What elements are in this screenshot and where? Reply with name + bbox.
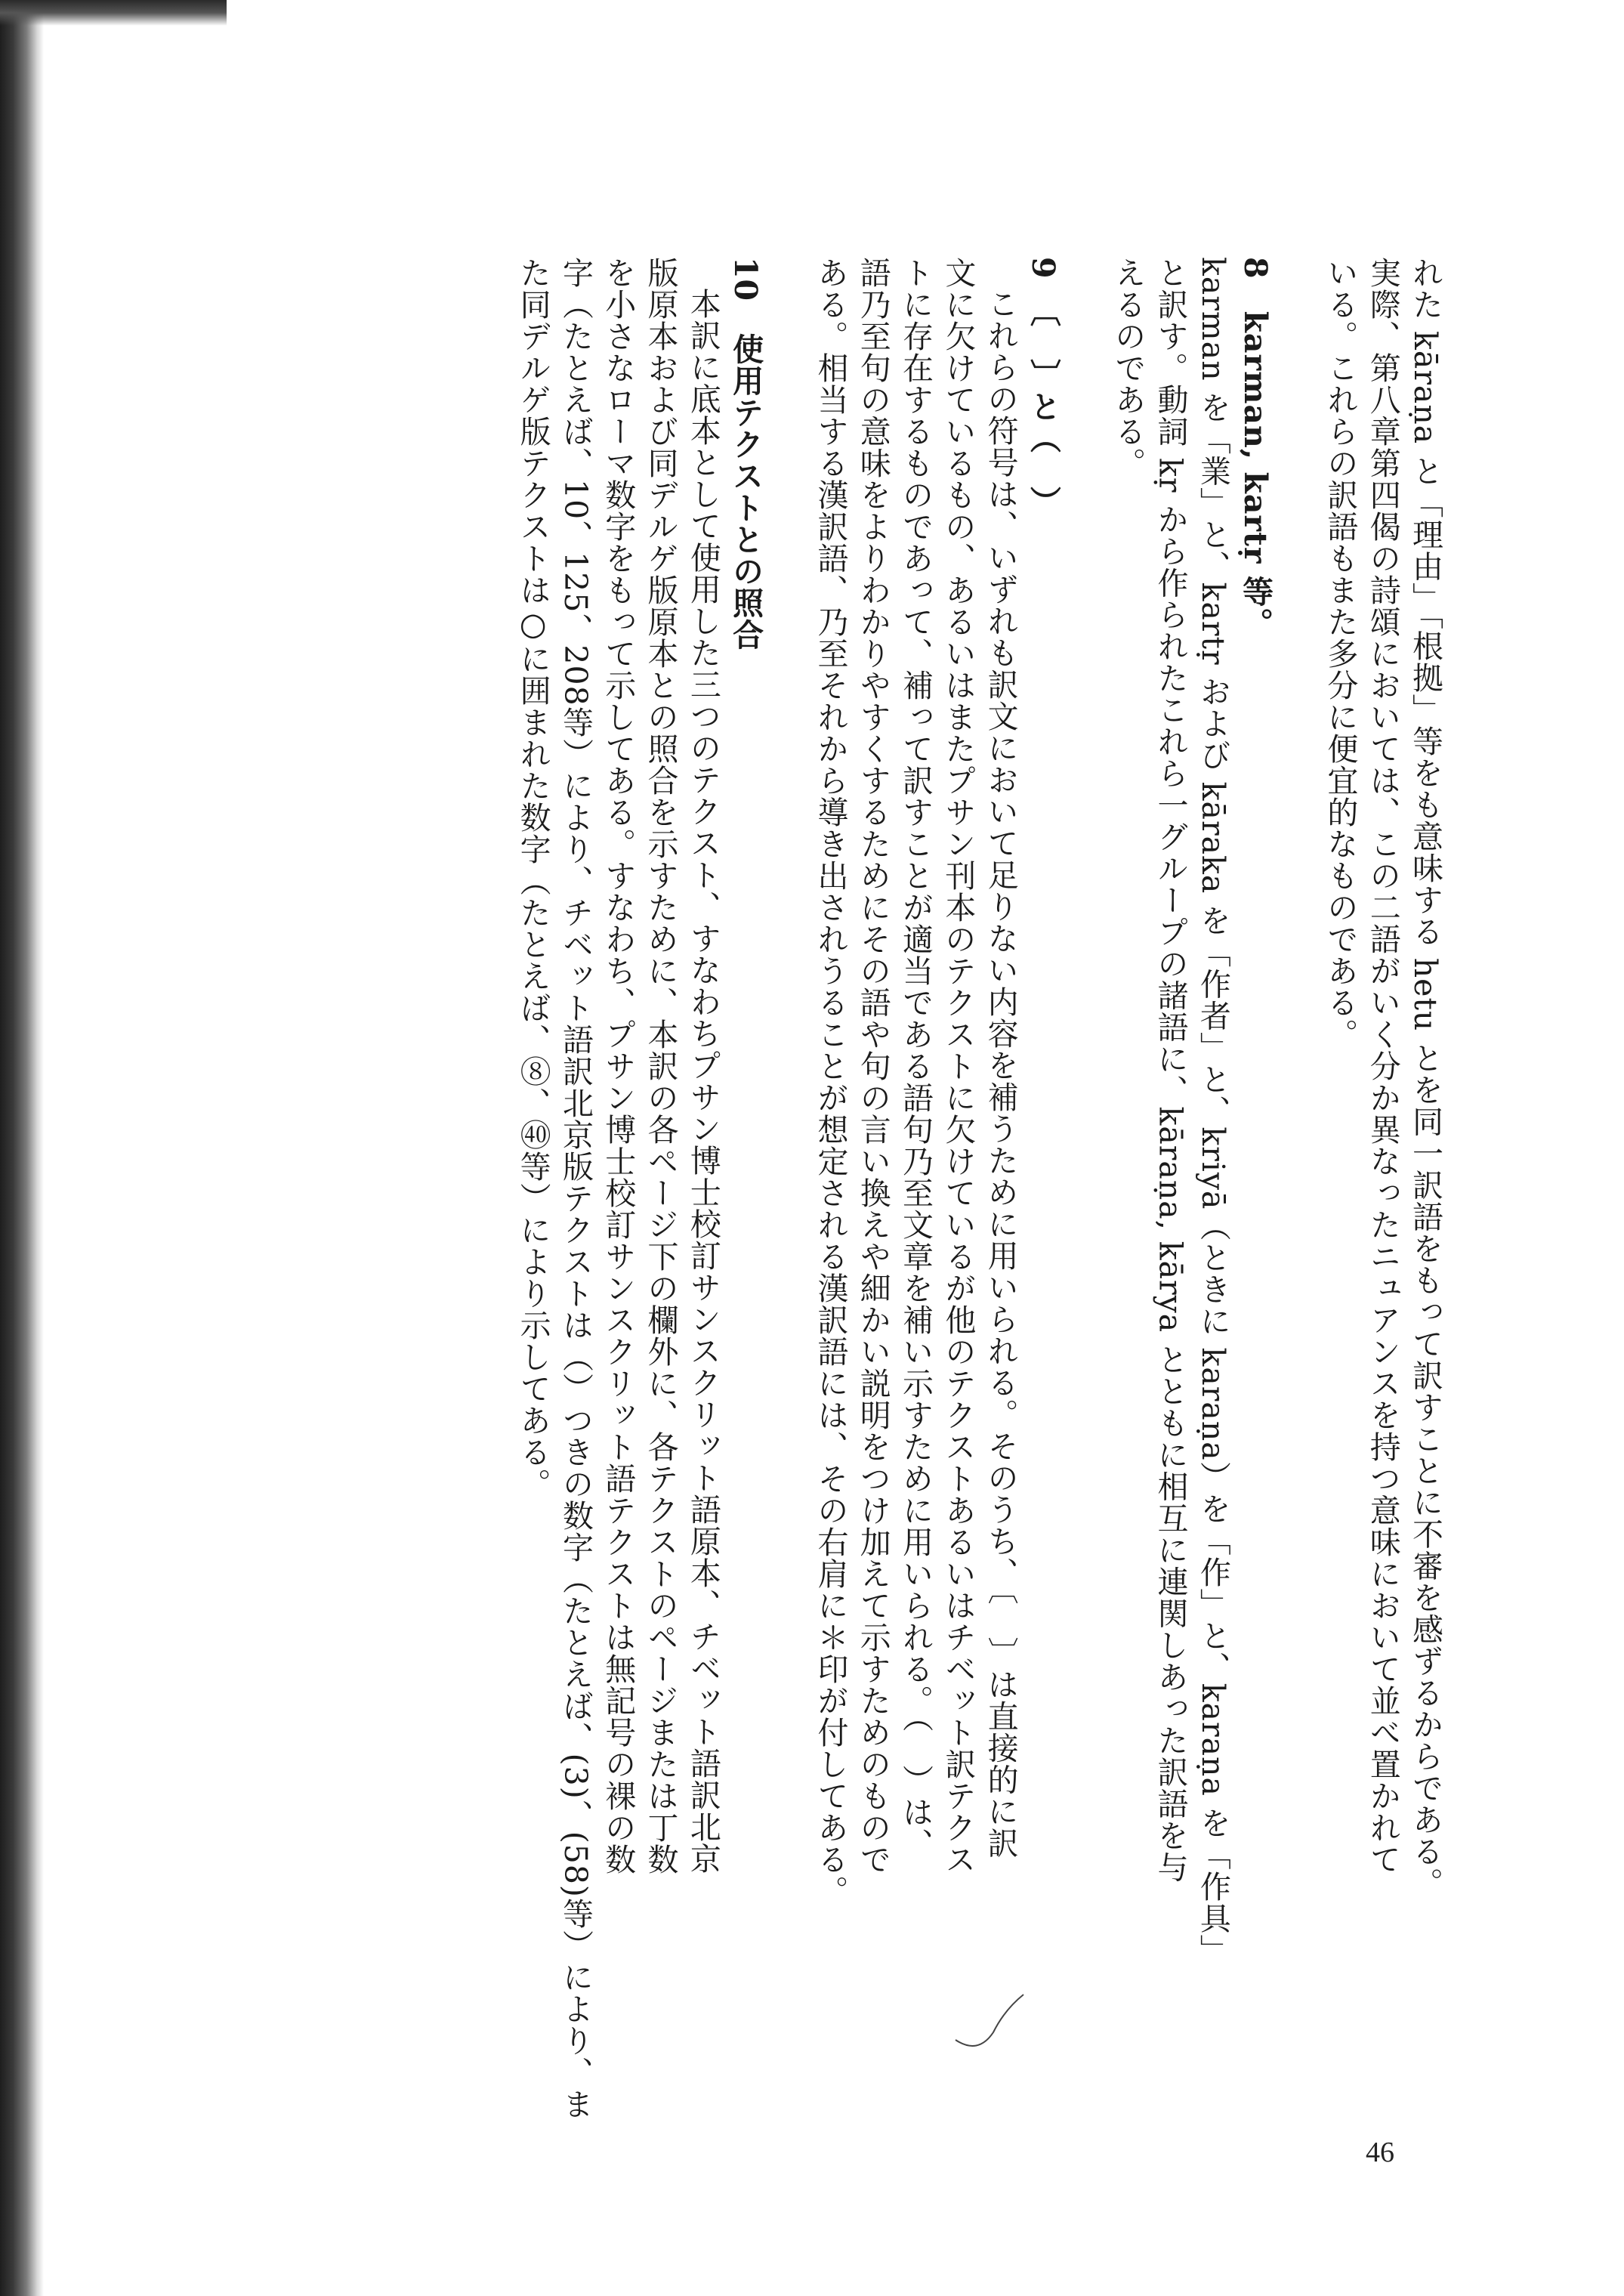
section-heading-10: 10 使用テクストとの照合 (727, 257, 764, 651)
text-line: た同デルゲ版テクストは○に囲まれた数字（たとえば、⑧、㊵等）により示してある。 (514, 257, 551, 1500)
text-line: れた kāraṇa と「理由」「根拠」等をも意味する hetu とを同一訳語をもって訳すことに不審を感ずるからである。 (1407, 257, 1443, 1899)
section-spacer (767, 257, 809, 264)
text-line: karman を「業」と、kartṛ および kāraka を「作者」と、kriyā（ときに karaṇa）を「作」と、karaṇa を「作具」 (1194, 257, 1231, 1966)
text-line: 実際、第八章第四偈の詩頌においては、この二語がいく分か異なったニュアンスを持つ意味において並べ置かれて (1364, 257, 1401, 1875)
section-heading-9: 9 〔 〕と（ ） (1024, 257, 1061, 518)
page-number: 46 (1366, 2137, 1394, 2168)
text-line: これらの符号は、いずれも訳文において足りない内容を補うために用いられる。そのうち、〔 〕は直接的に訳 (982, 288, 1019, 1859)
text-line: トに存在するものであって、補って訳すことが適当である語句乃至文章を補い示すために用いられる。（ ）は、 (897, 257, 934, 1860)
vertical-text-body (511, 257, 1446, 2120)
text-line: を小さなローマ数字をもって示してある。すなわち、プサン博士校訂サンスクリット語テクストは無記号の裸の数 (600, 257, 637, 1875)
text-line: 字（たとえば、10、125、208等）により、チベット語訳北京版テクストは（）つきの数字（たとえば、(3)、(58)等）により、ま (557, 257, 594, 2120)
section-spacer (1064, 257, 1107, 264)
text-line: 語乃至句の意味をよりわかりやすくするためにその語や句の言い換えや細かい説明をつけ加えて示すためのもので (854, 257, 891, 1875)
text-line: ある。相当する漢訳語、乃至それから導き出されうることが想定される漢訳語には、その右肩に＊印が付してある。 (812, 257, 849, 1907)
section-heading-8: 8 karman, kartṛ 等。 (1237, 257, 1274, 639)
text-line: えるのである。 (1110, 257, 1147, 479)
text-line: いる。これらの訳語もまた多分に便宜的なものである。 (1322, 257, 1359, 1050)
scan-shadow-edge (0, 0, 44, 2296)
text-line: 本訳に底本として使用した三つのテクスト、すなわちプサン博士校訂サンスクリット語原本、チベット語訳北京 (684, 288, 721, 1874)
text-line: と訳す。動詞 kṛ から作られたこれら一グループの諸語に、kāraṇa, kārya とともに相互に連関しあった訳語を与 (1152, 257, 1189, 1883)
text-line: 版原本および同デルゲ版原本との照合を示すために、本訳の各ページ下の欄外に、各テクストのページまたは丁数 (642, 257, 679, 1875)
section-spacer (1277, 257, 1319, 264)
pen-scribble-mark (948, 1979, 1031, 2063)
text-line: 文に欠けているもの、あるいはまたプサン刊本のテクストに欠けているが他のテクストあるいはチベット訳テクス (940, 257, 977, 1875)
scan-shadow-top (0, 0, 227, 26)
